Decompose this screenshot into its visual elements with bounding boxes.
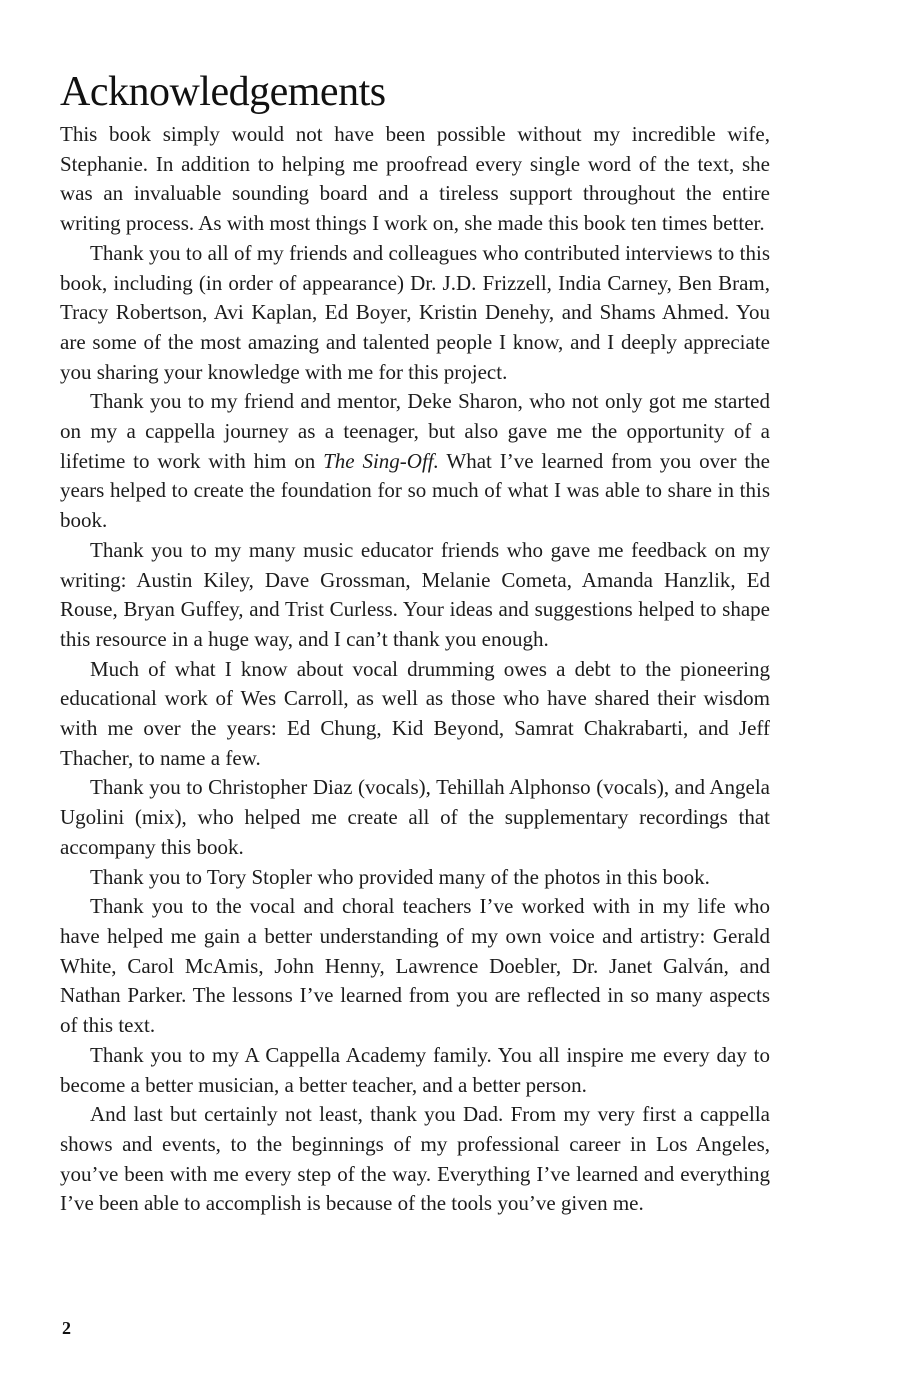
paragraph-text: Thank you to my friend and mentor, Deke Sharon, who not only got me started on my a cappella journey as a teenager, but also gave me the opportunity of a lifetime to work with him on: [60, 389, 770, 473]
paragraph: Thank you to Christopher Diaz (vocals), Tehillah Alphonso (vocals), and Angela Ugolini (mix), who helped me create all of the supplementary recordings that accompany this book.: [60, 775, 770, 859]
paragraph: This book simply would not have been possible without my incredible wife, Stephanie. In addition to helping me proofread every single word of the text, she was an invaluable sounding board and a tireless support throughout the entire writing process. As with most things I work on, she made this book ten times better.: [60, 122, 770, 236]
body-text: [60, 120, 770, 1219]
paragraph-text: What I’ve learned from you over the years helped to create the foundation for so much of what I was able to share in this book.: [60, 448, 770, 533]
page-number: 2: [62, 1318, 71, 1338]
paragraph: Thank you to my many music educator friends who gave me feedback on my writing: Austin Kiley, Dave Grossman, Melanie Cometa, Amanda Hanzlik, Ed Rouse, Bryan Guffey, and Trist Curless. Your ideas and suggestions helped to shape this resource in a huge way, and I can’t thank you enough.: [60, 537, 770, 651]
page-title: Acknowledgements: [60, 69, 386, 115]
paragraph: And last but certainly not least, thank you Dad. From my very first a cappella shows and events, to the beginnings of my professional career in Los Angeles, you’ve been with me every step of the way. Everything I’ve learned and everything I’ve been able to accomplish is because of the tools you’ve given me.: [60, 1102, 770, 1216]
show-title: The Sing-Off.: [323, 448, 439, 473]
paragraph: [60, 387, 770, 536]
page-content: [60, 66, 770, 1219]
paragraph: Thank you to the vocal and choral teachers I’ve worked with in my life who have helped me gain a better understanding of my own voice and artistry: Gerald White, Carol McAmis, John Henny, Lawrence Doebler, Dr. Janet Galván, and Nathan Parker. The lessons I’ve learned from you are reflected in so many aspects of this text.: [60, 894, 770, 1038]
paragraph: Much of what I know about vocal drumming owes a debt to the pioneering educational work of Wes Carroll, as well as those who have shared their wisdom with me over the years: Ed Chung, Kid Beyond, Samrat Chakrabarti, and Jeff Thacher, to name a few.: [60, 656, 770, 770]
paragraph: Thank you to my A Cappella Academy family. You all inspire me every day to become a better musician, a better teacher, and a better person.: [60, 1042, 770, 1097]
paragraph: Thank you to all of my friends and colleagues who contributed interviews to this book, including (in order of appearance) Dr. J.D. Frizzell, India Carney, Ben Bram, Tracy Robertson, Avi Kaplan, Ed Boyer, Kristin Denehy, and Shams Ahmed. You are some of the most amazing and talented people I know, and I deeply appreciate you sharing your knowledge with me for this project.: [60, 240, 770, 384]
paragraph: Thank you to Tory Stopler who provided many of the photos in this book.: [90, 864, 710, 889]
